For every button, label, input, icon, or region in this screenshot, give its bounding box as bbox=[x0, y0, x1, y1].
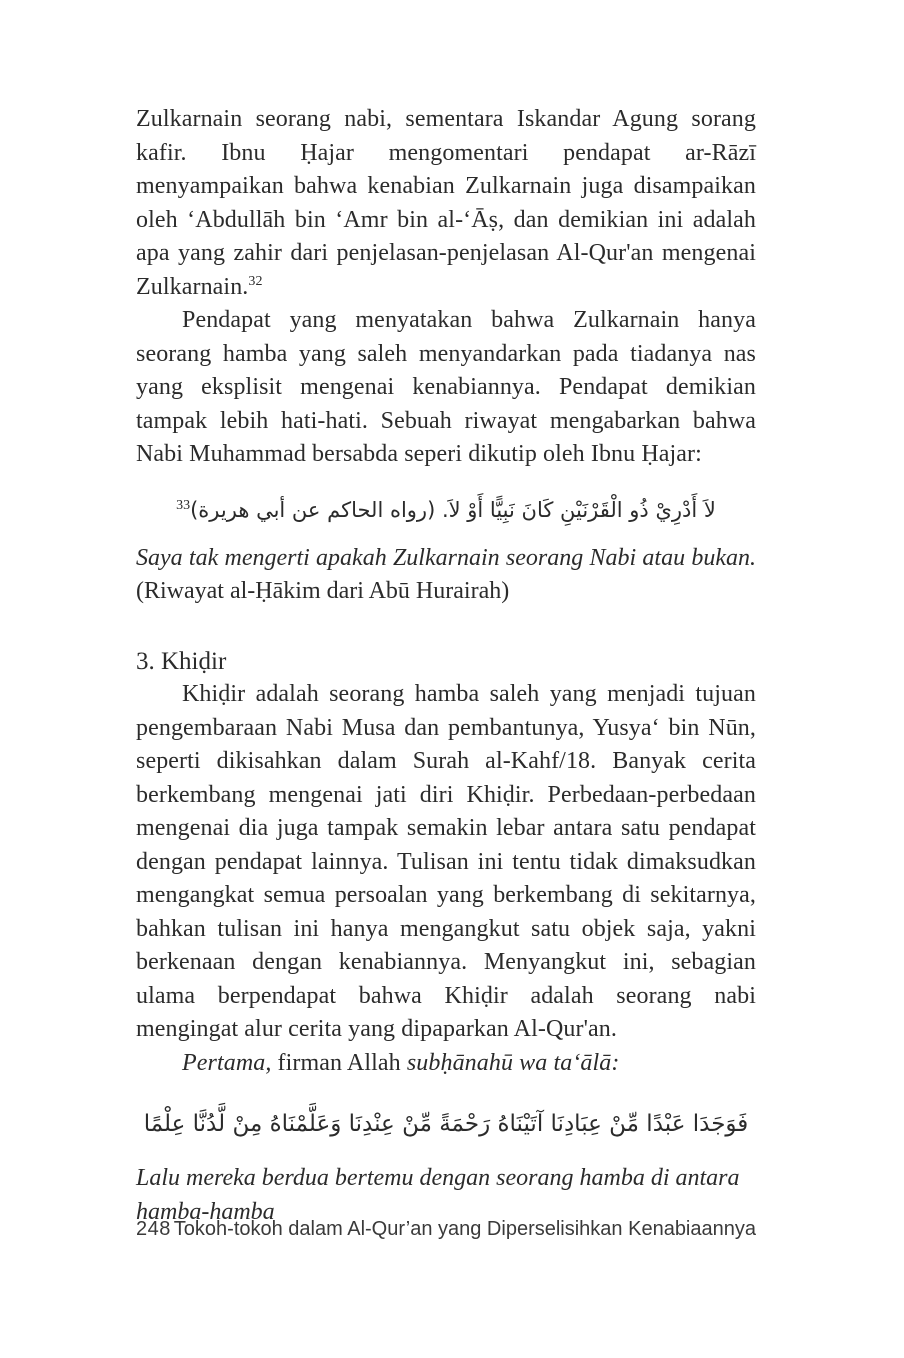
hadith-arabic-line bbox=[136, 488, 756, 532]
pertama-italic-2: subḥānahū wa ta‘ālā: bbox=[406, 1049, 620, 1076]
text-block bbox=[136, 103, 756, 1229]
pertama-italic: Pertama, bbox=[182, 1049, 272, 1076]
hadith-arabic: لاَ أَدْرِيْ ذُو الْقَرْنَيْنِ كَانَ نَبِيًّا أَوْ لاَ. (رواه الحاكم عن أبي هريرة) bbox=[190, 497, 716, 522]
paragraph-zulkarnain-2: Pendapat yang menyatakan bahwa Zulkarnain hanya seorang hamba yang saleh menyandarkan pada tiadanya nas yang eksplisit mengenai kenabiannya. Pendapat demikian tampak lebih hati-hati. Sebuah riwayat mengabarkan bahwa Nabi Muhammad bersabda seperi dikutip oleh Ibnu Ḥajar: bbox=[136, 307, 756, 467]
quran-verse-line bbox=[136, 1098, 756, 1150]
pertama-roman: firman Allah bbox=[271, 1049, 407, 1076]
pertama-line bbox=[136, 1047, 756, 1081]
page-footer bbox=[136, 1218, 756, 1241]
quran-verse-text: فَوَجَدَا عَبْدًا مِّنْ عِبَادِنَا آتَيْنَاهُ رَحْمَةً مِّنْ عِنْدِنَا وَعَلَّمْنَاهُ مِنْ لَّدُنَّا عِلْمًا bbox=[143, 1111, 749, 1137]
paragraph-khidir: Khiḍir adalah seorang hamba saleh yang menjadi tujuan pengembaraan Nabi Musa dan pembantunya, Yusya‘ bin Nūn, seperti dikisahkan dalam Surah al-Kahf/18. Banyak cerita berkembang mengenai jati diri Khiḍir. Perbedaan-perbedaan mengenai dia juga tampak semakin lebar antara satu pendapat dengan pendapat lainnya. Tulisan ini tentu tidak dimaksudkan mengangkat semua persoalan yang berkembang di sekitarnya, bahkan tulisan ini hanya mengangkut satu objek saja, yakni berkenaan dengan kenabiannya. Menyangkut ini, sebagian ulama berpendapat bahwa Khiḍir adalah seorang nabi mengingat alur cerita yang dipaparkan Al-Qur'an. bbox=[136, 681, 756, 1042]
hadith-translation-source: (Riwayat al-Ḥākim dari Abū Hurairah) bbox=[136, 578, 510, 604]
hadith-translation bbox=[136, 542, 756, 609]
page-number: 248 bbox=[136, 1218, 171, 1240]
paragraph-zulkarnain-1 bbox=[136, 103, 756, 304]
running-title: Tokoh-tokoh dalam Al-Qur’an yang Diperselisihkan Kenabiaannya bbox=[173, 1218, 756, 1240]
footnote-marker-32: 32 bbox=[248, 273, 263, 289]
hadith-arabic-text bbox=[176, 488, 716, 532]
footnote-marker-33: 33 bbox=[176, 497, 191, 513]
hadith-translation-italic: Saya tak mengerti apakah Zulkarnain seorang Nabi atau bukan. bbox=[136, 544, 756, 571]
paragraph-text: Zulkarnain seorang nabi, sementara Iskandar Agung sorang kafir. Ibnu Ḥajar mengomentari pendapat ar-Rāzī menyampaikan bahwa kenabian Zulkarnain juga disampaikan oleh ‘Abdullāh bin ‘Amr bin al-‘Āṣ, dan demikian ini adalah apa yang zahir dari penjelasan-penjelasan Al-Qur'an mengenai Zulkarnain. bbox=[136, 106, 756, 300]
verse-translation: Lalu mereka berdua bertemu dengan seorang hamba di antara hamba-hamba bbox=[136, 1165, 740, 1225]
section-heading-khidir: 3. Khiḍir bbox=[136, 647, 227, 675]
